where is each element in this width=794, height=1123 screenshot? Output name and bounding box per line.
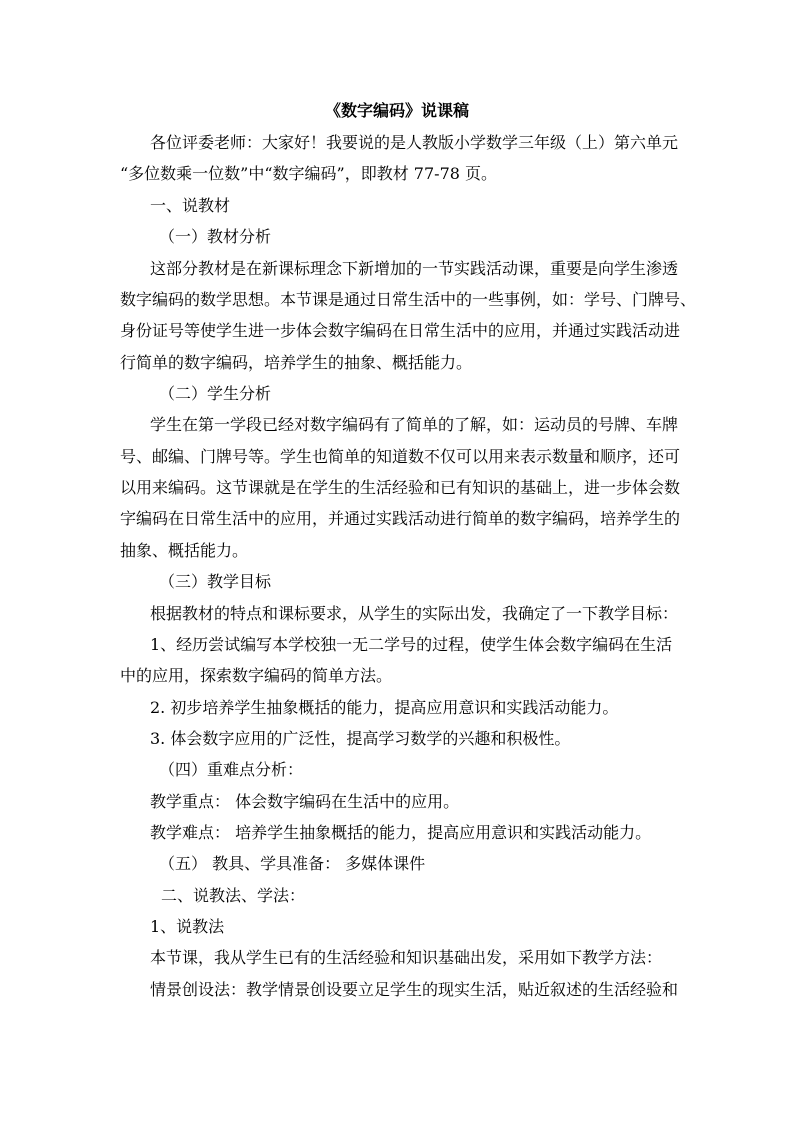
section-heading: 二、说教法、学法： [161,886,306,905]
paragraph-line: 学生在第一学段已经对数字编码有了简单的了解，如：运动员的号牌、车牌 [150,415,679,434]
list-item-continuation: 中的应用，探索数字编码的简单方法。 [120,666,393,685]
paragraph-line: 情景创设法：教学情景创设要立足学生的现实生活，贴近叙述的生活经验和 [150,980,679,999]
list-item: 1、经历尝试编写本学校独一无二学号的过程，使学生体会数字编码在生活 [150,635,673,654]
subsection-heading: （五） 教具、学具准备： 多媒体课件 [159,854,426,873]
document-title: 《数字编码》说课稿 [324,101,469,120]
paragraph-line: “多位数乘一位数”中“数字编码”，即教材 77-78 页。 [120,164,498,183]
paragraph-line: 数字编码的数学思想。本节课是通过日常生活中的一些事例，如：学号、门牌号、 [120,290,697,309]
paragraph-line: 字编码在日常生活中的应用，并通过实践活动进行简单的数字编码，培养学生的 [120,509,681,528]
paragraph-line: 根据教材的特点和课标要求，从学生的实际出发，我确定了一下教学目标： [150,604,679,623]
list-item: 3. 体会数字应用的广泛性，提高学习数学的兴趣和积极性。 [150,729,571,748]
paragraph-line: 这部分教材是在新课标理念下新增加的一节实践活动课，重要是向学生渗透 [150,259,679,278]
paragraph-line: 各位评委老师：大家好！我要说的是人教版小学数学三年级（上）第六单元 [150,133,679,152]
subsection-heading: （四）重难点分析： [159,760,304,779]
paragraph-line: 行简单的数字编码，培养学生的抽象、概括能力。 [120,353,473,372]
paragraph-line: 号、邮编、门牌号等。学生也简单的知道数不仅可以用来表示数量和顺序，还可 [120,447,681,466]
subsection-heading: （三）教学目标 [159,572,272,591]
subsection-heading: （二）学生分析 [159,384,272,403]
subsection-heading: （一）教材分析 [159,227,272,246]
difficult-point-line: 教学难点： 培养学生抽象概括的能力，提高应用意识和实践活动能力。 [150,823,652,842]
list-item: 2. 初步培养学生抽象概括的能力，提高应用意识和实践活动能力。 [150,698,619,717]
subsection-heading: 1、说教法 [150,917,225,936]
paragraph-line: 以用来编码。这节课就是在学生的生活经验和已有知识的基础上，进一步体会数 [120,478,681,497]
paragraph-line: 身份证号等使学生进一步体会数字编码在日常生活中的应用，并通过实践活动进 [120,321,681,340]
paragraph-line: 抽象、概括能力。 [120,541,249,560]
paragraph-line: 本节课，我从学生已有的生活经验和知识基础出发，采用如下教学方法： [150,948,663,967]
key-point-line: 教学重点： 体会数字编码在生活中的应用。 [150,792,460,811]
section-heading: 一、说教材 [150,196,231,215]
